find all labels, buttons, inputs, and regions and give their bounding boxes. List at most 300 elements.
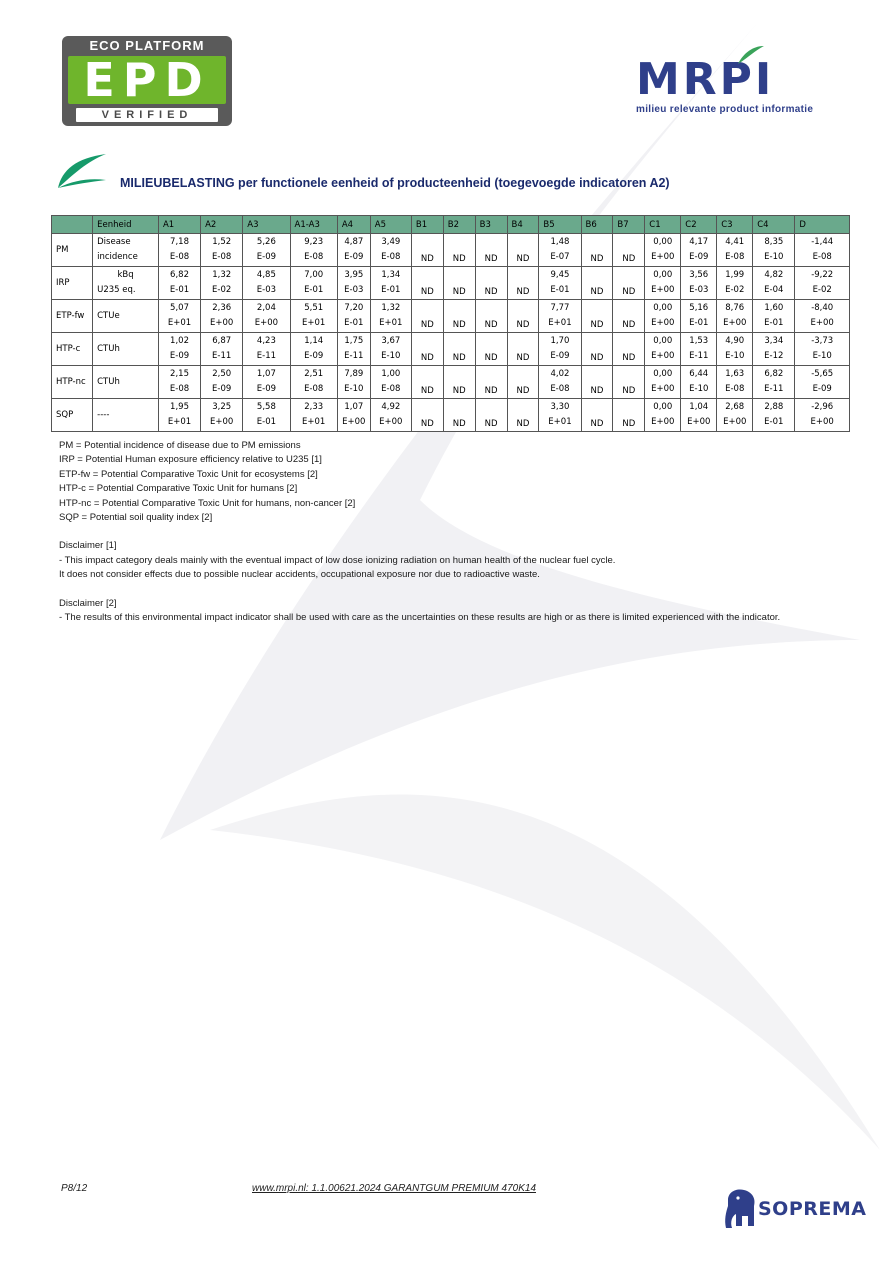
value-cell xyxy=(243,366,290,399)
definition-pm: PM = Potential incidence of disease due to PM emissions xyxy=(59,440,301,451)
not-declared-cell: ND xyxy=(443,267,475,300)
value-cell xyxy=(681,366,717,399)
value-cell xyxy=(645,333,681,366)
value-cell xyxy=(539,399,581,432)
value-exponent: E-09 xyxy=(550,351,570,361)
value-mantissa: 8,35 xyxy=(764,237,784,247)
value-exponent: E+00 xyxy=(651,384,675,394)
value-exponent: E-11 xyxy=(689,351,709,361)
value-exponent: E-01 xyxy=(381,285,401,295)
value-mantissa: 8,76 xyxy=(725,303,745,313)
value-mantissa: -5,65 xyxy=(811,369,834,379)
value-mantissa: 1,52 xyxy=(212,237,232,247)
value-cell xyxy=(370,267,411,300)
value-mantissa: 6,87 xyxy=(212,336,232,346)
value-exponent: E-07 xyxy=(550,252,570,262)
value-exponent: E+00 xyxy=(651,252,675,262)
not-declared-cell: ND xyxy=(475,333,507,366)
value-mantissa: 7,20 xyxy=(344,303,364,313)
value-mantissa: 1,32 xyxy=(381,303,401,313)
value-mantissa: 3,67 xyxy=(381,336,401,346)
value-exponent: E-10 xyxy=(812,351,832,361)
value-cell xyxy=(158,267,200,300)
value-exponent: E-10 xyxy=(725,351,745,361)
column-header-b3: B3 xyxy=(475,216,507,234)
value-mantissa: 1,07 xyxy=(344,402,364,412)
value-cell xyxy=(753,267,795,300)
value-exponent: E+01 xyxy=(167,318,192,328)
value-mantissa: 0,00 xyxy=(653,369,673,379)
value-cell xyxy=(370,300,411,333)
value-exponent: E-12 xyxy=(764,351,784,361)
not-declared-cell: ND xyxy=(507,366,539,399)
unit-text: Disease xyxy=(97,237,131,247)
not-declared-cell: ND xyxy=(443,300,475,333)
value-exponent: E-08 xyxy=(550,384,570,394)
not-declared-cell: ND xyxy=(475,267,507,300)
mrpi-logo-tagline: milieu relevante product informatie xyxy=(636,104,814,115)
value-cell xyxy=(201,300,243,333)
not-declared-cell: ND xyxy=(475,300,507,333)
not-declared-cell: ND xyxy=(613,300,645,333)
value-mantissa: 4,92 xyxy=(381,402,401,412)
mrpi-logo xyxy=(636,54,856,128)
value-cell xyxy=(243,399,290,432)
value-cell xyxy=(717,234,753,267)
value-cell xyxy=(290,234,337,267)
value-exponent: E-01 xyxy=(764,417,784,427)
column-header-b2: B2 xyxy=(443,216,475,234)
table-row xyxy=(52,399,850,432)
value-cell xyxy=(243,300,290,333)
value-cell xyxy=(337,333,370,366)
value-exponent: E-11 xyxy=(212,351,232,361)
value-exponent: E-02 xyxy=(725,285,745,295)
value-cell xyxy=(795,300,850,333)
indicator-cell: IRP xyxy=(52,267,93,300)
value-exponent: E+00 xyxy=(810,417,834,427)
disclaimer-1-line-1: - This impact category deals mainly with the eventual impact of low dose ionizing radiation on human health of the nuclear fuel cycle. xyxy=(59,554,616,566)
value-cell xyxy=(645,267,681,300)
value-cell xyxy=(539,333,581,366)
value-exponent: E-02 xyxy=(212,285,232,295)
value-mantissa: 2,50 xyxy=(212,369,232,379)
value-exponent: E-08 xyxy=(304,384,324,394)
unit-cell xyxy=(93,366,159,399)
value-cell xyxy=(645,399,681,432)
epd-logo-main-text: EPD xyxy=(68,56,226,104)
value-cell xyxy=(370,366,411,399)
value-mantissa: 1,70 xyxy=(550,336,570,346)
value-exponent: E+00 xyxy=(723,417,747,427)
value-exponent: E-10 xyxy=(689,384,709,394)
value-cell xyxy=(201,234,243,267)
column-header-b5: B5 xyxy=(539,216,581,234)
value-cell xyxy=(243,234,290,267)
value-exponent: E+00 xyxy=(254,318,279,328)
table-row xyxy=(52,234,850,267)
value-exponent: E+01 xyxy=(548,417,572,427)
unit-cell xyxy=(93,300,159,333)
value-exponent: E-08 xyxy=(381,252,401,262)
value-mantissa: 5,16 xyxy=(689,303,709,313)
value-mantissa: 1,75 xyxy=(344,336,364,346)
value-mantissa: 1,53 xyxy=(689,336,709,346)
value-mantissa: 5,07 xyxy=(170,303,189,313)
value-exponent: E+00 xyxy=(651,318,675,328)
column-header-b7: B7 xyxy=(613,216,645,234)
value-cell xyxy=(201,399,243,432)
mrpi-logo-word: MRPI xyxy=(636,54,775,105)
value-exponent: E+00 xyxy=(687,417,711,427)
value-exponent: E-09 xyxy=(256,384,277,394)
value-exponent: E-04 xyxy=(764,285,784,295)
value-mantissa: -8,40 xyxy=(811,303,834,313)
disclaimer-1-title: Disclaimer [1] xyxy=(59,540,117,552)
value-cell xyxy=(337,399,370,432)
value-cell xyxy=(337,300,370,333)
value-cell xyxy=(539,267,581,300)
value-mantissa: 9,45 xyxy=(550,270,570,280)
value-cell xyxy=(539,300,581,333)
value-exponent: E+01 xyxy=(167,417,192,427)
not-declared-cell: ND xyxy=(411,399,443,432)
section-heading: MILIEUBELASTING per functionele eenheid of producteenheid (toegevoegde indicatoren A2) xyxy=(120,176,670,190)
value-cell xyxy=(158,300,200,333)
value-mantissa: 1,32 xyxy=(212,270,232,280)
value-exponent: E+00 xyxy=(342,417,366,427)
column-header-b6: B6 xyxy=(581,216,613,234)
value-mantissa: 7,00 xyxy=(304,270,324,280)
value-mantissa: 0,00 xyxy=(653,270,673,280)
not-declared-cell: ND xyxy=(613,234,645,267)
not-declared-cell: ND xyxy=(475,399,507,432)
value-cell xyxy=(681,399,717,432)
column-header-indicator xyxy=(52,216,93,234)
value-exponent: E-08 xyxy=(381,384,401,394)
value-mantissa: 4,41 xyxy=(725,237,745,247)
unit-text: ---- xyxy=(97,409,110,420)
value-cell xyxy=(158,399,200,432)
value-exponent: E-09 xyxy=(212,384,232,394)
value-exponent: E-09 xyxy=(256,252,277,262)
value-mantissa: 4,23 xyxy=(256,336,276,346)
value-exponent: E+01 xyxy=(379,318,403,328)
value-cell xyxy=(539,366,581,399)
not-declared-cell: ND xyxy=(411,234,443,267)
value-mantissa: 2,36 xyxy=(212,303,232,313)
table-row xyxy=(52,267,850,300)
column-header-c2: C2 xyxy=(681,216,717,234)
value-mantissa: 2,33 xyxy=(304,402,324,412)
value-mantissa: 3,25 xyxy=(212,402,232,412)
column-header-b1: B1 xyxy=(411,216,443,234)
value-exponent: E+00 xyxy=(210,318,234,328)
value-exponent: E-08 xyxy=(725,384,745,394)
column-header-a1: A1 xyxy=(158,216,200,234)
value-mantissa: 3,56 xyxy=(689,270,709,280)
value-cell xyxy=(337,234,370,267)
value-mantissa: 1,60 xyxy=(764,303,784,313)
value-exponent: E-03 xyxy=(689,285,709,295)
mrpi-swoosh-icon xyxy=(736,44,766,66)
value-exponent: E-02 xyxy=(812,285,832,295)
value-mantissa: 1,07 xyxy=(256,369,276,379)
value-mantissa: -3,73 xyxy=(811,336,834,346)
value-cell xyxy=(753,234,795,267)
value-mantissa: 1,63 xyxy=(725,369,745,379)
disclaimer-1-line-2: It does not consider effects due to possible nuclear accidents, occupational exposure nor due to radioactive waste. xyxy=(59,569,540,581)
epd-logo-bottom-text: VERIFIED xyxy=(76,108,218,122)
value-exponent: E-09 xyxy=(304,351,324,361)
definition-irp: IRP = Potential Human exposure efficiency relative to U235 [1] xyxy=(59,454,322,466)
not-declared-cell: ND xyxy=(411,333,443,366)
unit-cell xyxy=(93,399,159,432)
value-mantissa: 4,90 xyxy=(725,336,745,346)
soprema-logo-word: SOPREMA xyxy=(758,1198,867,1220)
heading-swoosh-icon xyxy=(56,152,108,190)
value-mantissa: 1,34 xyxy=(381,270,401,280)
eco-platform-epd-logo xyxy=(62,36,232,126)
not-declared-cell: ND xyxy=(475,234,507,267)
value-mantissa: 6,44 xyxy=(689,369,709,379)
value-exponent: E-08 xyxy=(169,252,190,262)
value-mantissa: 4,85 xyxy=(256,270,276,280)
value-cell xyxy=(717,333,753,366)
disclaimer-2-title: Disclaimer [2] xyxy=(59,597,117,609)
value-exponent: E-08 xyxy=(812,252,832,262)
value-cell xyxy=(370,333,411,366)
unit-text: kBq xyxy=(117,270,134,280)
value-mantissa: 3,30 xyxy=(550,402,570,412)
not-declared-cell: ND xyxy=(581,300,613,333)
value-exponent: E-01 xyxy=(256,417,277,427)
column-header-a5: A5 xyxy=(370,216,411,234)
value-cell xyxy=(158,366,200,399)
value-mantissa: 0,00 xyxy=(653,237,673,247)
not-declared-cell: ND xyxy=(581,234,613,267)
indicators-table xyxy=(51,215,850,432)
value-cell xyxy=(201,366,243,399)
value-exponent: E-08 xyxy=(304,252,324,262)
not-declared-cell: ND xyxy=(411,267,443,300)
value-exponent: E-10 xyxy=(381,351,401,361)
value-cell xyxy=(717,399,753,432)
value-mantissa: 4,87 xyxy=(344,237,364,247)
not-declared-cell: ND xyxy=(613,333,645,366)
value-mantissa: 4,17 xyxy=(689,237,709,247)
value-exponent: E-10 xyxy=(344,384,364,394)
value-exponent: E+00 xyxy=(810,318,834,328)
epd-logo-top-text: ECO PLATFORM xyxy=(89,38,205,53)
value-exponent: E-01 xyxy=(344,318,364,328)
value-exponent: E-03 xyxy=(256,285,277,295)
value-cell xyxy=(795,267,850,300)
value-mantissa: 2,04 xyxy=(256,303,276,313)
value-cell xyxy=(795,234,850,267)
value-cell xyxy=(290,300,337,333)
value-mantissa: 6,82 xyxy=(170,270,189,280)
indicator-cell: HTP-c xyxy=(52,333,93,366)
indicator-cell: HTP-nc xyxy=(52,366,93,399)
value-cell xyxy=(645,366,681,399)
not-declared-cell: ND xyxy=(475,366,507,399)
value-mantissa: 2,15 xyxy=(170,369,189,379)
value-mantissa: 1,99 xyxy=(725,270,745,280)
value-exponent: E-11 xyxy=(764,384,784,394)
value-mantissa: 0,00 xyxy=(653,336,673,346)
not-declared-cell: ND xyxy=(581,366,613,399)
value-cell xyxy=(539,234,581,267)
disclaimer-2-line-1: - The results of this environmental impact indicator shall be used with care as the uncertainties on these results are high or as there is limited experienced with the indicator. xyxy=(59,612,781,624)
value-cell xyxy=(717,366,753,399)
value-cell xyxy=(681,300,717,333)
value-mantissa: 7,89 xyxy=(344,369,364,379)
value-exponent: E+00 xyxy=(723,318,747,328)
value-mantissa: 0,00 xyxy=(653,303,673,313)
unit-text: CTUh xyxy=(97,343,120,354)
table-row xyxy=(52,366,850,399)
not-declared-cell: ND xyxy=(581,267,613,300)
value-cell xyxy=(290,333,337,366)
page-number: P8/12 xyxy=(61,1183,88,1194)
value-mantissa: 2,68 xyxy=(725,402,745,412)
value-exponent: E+01 xyxy=(302,417,326,427)
value-mantissa: 0,00 xyxy=(653,402,673,412)
value-mantissa: 1,02 xyxy=(170,336,189,346)
column-header-a3: A3 xyxy=(243,216,290,234)
value-mantissa: -9,22 xyxy=(811,270,834,280)
value-mantissa: 1,04 xyxy=(689,402,709,412)
soprema-logo xyxy=(720,1186,870,1230)
definition-htp-c: HTP-c = Potential Comparative Toxic Unit for humans [2] xyxy=(59,483,298,495)
elephant-icon xyxy=(720,1186,760,1230)
value-exponent: E+01 xyxy=(302,318,326,328)
value-mantissa: 1,14 xyxy=(304,336,324,346)
value-cell xyxy=(717,267,753,300)
value-mantissa: 5,51 xyxy=(304,303,324,313)
column-header-c3: C3 xyxy=(717,216,753,234)
value-cell xyxy=(158,234,200,267)
value-cell xyxy=(290,399,337,432)
value-mantissa: 5,58 xyxy=(256,402,276,412)
not-declared-cell: ND xyxy=(507,333,539,366)
not-declared-cell: ND xyxy=(613,399,645,432)
unit-text: incidence xyxy=(97,252,138,262)
value-mantissa: 1,95 xyxy=(170,402,189,412)
value-mantissa: -1,44 xyxy=(811,237,834,247)
value-exponent: E-03 xyxy=(344,285,364,295)
column-header-a2: A2 xyxy=(201,216,243,234)
value-cell xyxy=(337,267,370,300)
not-declared-cell: ND xyxy=(507,399,539,432)
value-mantissa: 6,82 xyxy=(764,369,784,379)
value-cell xyxy=(681,333,717,366)
value-cell xyxy=(243,333,290,366)
column-header-c1: C1 xyxy=(645,216,681,234)
column-header-eenheid: Eenheid xyxy=(93,216,159,234)
value-cell xyxy=(753,333,795,366)
not-declared-cell: ND xyxy=(613,366,645,399)
value-exponent: E-01 xyxy=(169,285,190,295)
value-mantissa: 1,48 xyxy=(550,237,570,247)
value-mantissa: 4,02 xyxy=(550,369,570,379)
not-declared-cell: ND xyxy=(507,234,539,267)
value-cell xyxy=(753,399,795,432)
column-header-a1-a3: A1-A3 xyxy=(290,216,337,234)
indicator-cell: PM xyxy=(52,234,93,267)
value-cell xyxy=(290,366,337,399)
definition-htp-nc: HTP-nc = Potential Comparative Toxic Unit for humans, non-cancer [2] xyxy=(59,497,356,509)
value-mantissa: 5,26 xyxy=(256,237,276,247)
value-exponent: E-09 xyxy=(812,384,832,394)
column-header-b4: B4 xyxy=(507,216,539,234)
column-header-a4: A4 xyxy=(337,216,370,234)
not-declared-cell: ND xyxy=(581,399,613,432)
unit-cell xyxy=(93,267,159,300)
unit-text: U235 eq. xyxy=(97,285,136,295)
value-exponent: E-09 xyxy=(344,252,364,262)
value-exponent: E-09 xyxy=(169,351,190,361)
value-exponent: E-01 xyxy=(550,285,570,295)
table-header-row xyxy=(52,216,850,234)
value-exponent: E+01 xyxy=(548,318,572,328)
value-mantissa: 2,51 xyxy=(304,369,324,379)
value-exponent: E-08 xyxy=(169,384,190,394)
value-exponent: E-10 xyxy=(764,252,784,262)
unit-text: CTUe xyxy=(97,310,120,321)
unit-cell xyxy=(93,333,159,366)
value-cell xyxy=(645,234,681,267)
table-row xyxy=(52,333,850,366)
value-cell xyxy=(795,399,850,432)
value-exponent: E+00 xyxy=(379,417,403,427)
value-cell xyxy=(370,234,411,267)
not-declared-cell: ND xyxy=(443,234,475,267)
value-cell xyxy=(337,366,370,399)
value-exponent: E-01 xyxy=(764,318,784,328)
value-cell xyxy=(201,267,243,300)
value-cell xyxy=(158,333,200,366)
table-row xyxy=(52,300,850,333)
value-exponent: E-11 xyxy=(344,351,364,361)
not-declared-cell: ND xyxy=(443,333,475,366)
value-cell xyxy=(753,300,795,333)
value-cell xyxy=(201,333,243,366)
notes-section xyxy=(59,439,859,625)
value-cell xyxy=(645,300,681,333)
value-mantissa: 9,23 xyxy=(304,237,324,247)
value-cell xyxy=(795,366,850,399)
value-exponent: E-01 xyxy=(304,285,324,295)
value-cell xyxy=(717,300,753,333)
definition-sqp: SQP = Potential soil quality index [2] xyxy=(59,512,213,524)
value-exponent: E+00 xyxy=(651,417,675,427)
definition-etp-fw: ETP-fw = Potential Comparative Toxic Unit for ecosystems [2] xyxy=(59,468,318,480)
not-declared-cell: ND xyxy=(581,333,613,366)
value-exponent: E+00 xyxy=(651,285,675,295)
not-declared-cell: ND xyxy=(443,399,475,432)
value-mantissa: 2,88 xyxy=(764,402,784,412)
unit-cell xyxy=(93,234,159,267)
value-cell xyxy=(753,366,795,399)
value-mantissa: 3,49 xyxy=(381,237,401,247)
value-cell xyxy=(290,267,337,300)
value-mantissa: 1,00 xyxy=(381,369,401,379)
value-mantissa: 4,82 xyxy=(764,270,784,280)
footer-link[interactable]: www.mrpi.nl: 1.1.00621.2024 GARANTGUM PREMIUM 470K14 xyxy=(252,1183,536,1194)
column-header-d: D xyxy=(795,216,850,234)
